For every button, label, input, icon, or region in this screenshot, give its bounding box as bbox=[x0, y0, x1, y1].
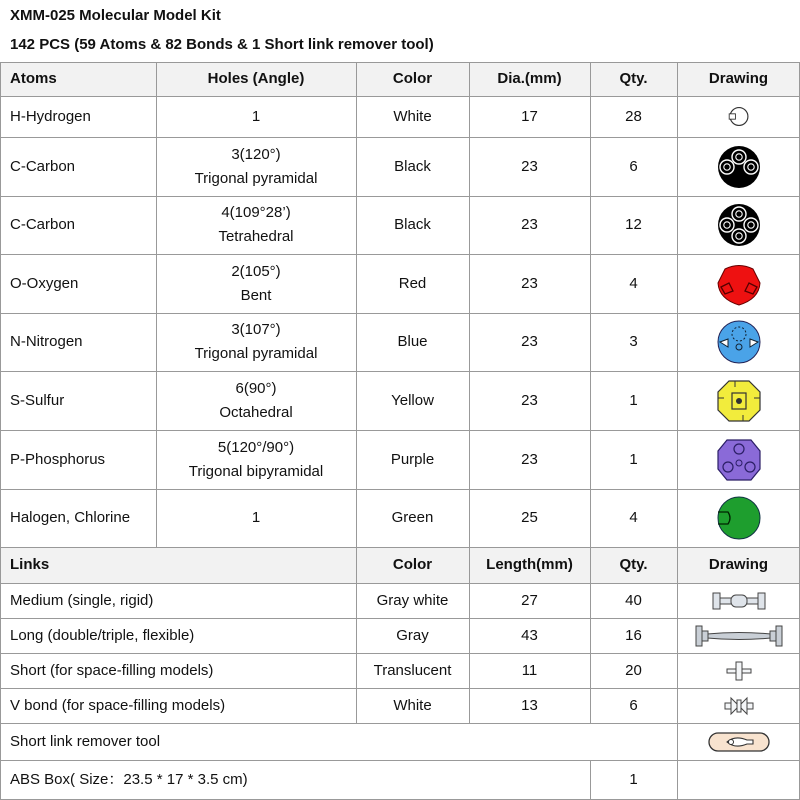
quantity-text: 40 bbox=[625, 591, 642, 609]
row-divider bbox=[0, 688, 800, 689]
quantity-text: 4 bbox=[629, 509, 638, 526]
link-length bbox=[469, 688, 590, 723]
header-label: Links bbox=[10, 556, 50, 573]
atom-diameter bbox=[469, 489, 590, 547]
quantity-text: 6 bbox=[629, 157, 638, 175]
atom-name-text: H-Hydrogen bbox=[10, 107, 91, 125]
quantity-text: 6 bbox=[629, 696, 638, 714]
box-name bbox=[0, 760, 590, 800]
atom-color bbox=[356, 313, 469, 371]
atom-drawing bbox=[677, 254, 800, 313]
atom-name bbox=[0, 313, 156, 371]
color-text: Gray bbox=[396, 626, 429, 644]
color-text: Black bbox=[394, 216, 431, 233]
box-quantity bbox=[590, 760, 677, 800]
atoms-header-atoms bbox=[0, 62, 156, 96]
atom-name bbox=[0, 489, 156, 547]
row-divider bbox=[0, 313, 800, 314]
atom-name-text: O-Oxygen bbox=[10, 274, 79, 292]
atom-name bbox=[0, 196, 156, 254]
column-divider bbox=[590, 547, 591, 723]
atom-name-text: Halogen, Chlorine bbox=[10, 509, 131, 526]
diameter-text: 17 bbox=[521, 107, 538, 125]
link-quantity bbox=[590, 583, 677, 618]
short-link-icon bbox=[691, 657, 787, 685]
header-label: Drawing bbox=[708, 556, 769, 573]
atom-quantity bbox=[590, 430, 677, 489]
color-text: White bbox=[393, 107, 432, 125]
atom-color bbox=[356, 137, 469, 196]
link-length bbox=[469, 653, 590, 688]
holes-angle: 5(120°/90°) bbox=[217, 438, 295, 456]
row-divider bbox=[0, 430, 800, 431]
atoms-header-dia bbox=[469, 62, 590, 96]
link-color bbox=[356, 583, 469, 618]
link-name-text: Short (for space-filling models) bbox=[10, 661, 214, 679]
sulfur-atom-icon bbox=[715, 378, 763, 424]
atom-name bbox=[0, 137, 156, 196]
column-divider bbox=[469, 62, 470, 547]
v-bond-icon bbox=[691, 692, 787, 720]
atom-quantity bbox=[590, 137, 677, 196]
link-length bbox=[469, 583, 590, 618]
atom-name-text: C-Carbon bbox=[10, 157, 76, 175]
column-divider bbox=[469, 547, 470, 723]
page-subtitle: 142 PCS (59 Atoms & 82 Bonds & 1 Short link remover tool) bbox=[10, 36, 434, 53]
column-divider bbox=[590, 760, 591, 800]
tool-drawing bbox=[677, 723, 800, 760]
links-header-qty bbox=[590, 547, 677, 583]
atoms-header-drawing bbox=[677, 62, 800, 96]
row-divider bbox=[0, 196, 800, 197]
link-name bbox=[0, 653, 356, 688]
link-drawing bbox=[677, 653, 800, 688]
color-text: Black bbox=[394, 157, 431, 175]
geometry-label: Trigonal pyramidal bbox=[194, 345, 318, 362]
atom-holes bbox=[156, 96, 356, 137]
diameter-text: 23 bbox=[521, 157, 538, 175]
link-drawing bbox=[677, 688, 800, 723]
hydrogen-atom-icon bbox=[715, 96, 763, 137]
atom-drawing bbox=[677, 196, 800, 254]
link-name bbox=[0, 688, 356, 723]
link-name bbox=[0, 583, 356, 618]
atom-diameter bbox=[469, 313, 590, 371]
quantity-text: 1 bbox=[629, 391, 638, 409]
header-label: Length(mm) bbox=[486, 556, 573, 573]
header-label: Qty. bbox=[619, 556, 648, 573]
holes-angle: 1 bbox=[251, 107, 261, 125]
link-color bbox=[356, 688, 469, 723]
diameter-text: 25 bbox=[521, 509, 538, 526]
header-label: Color bbox=[392, 556, 433, 573]
tool-name bbox=[0, 723, 677, 760]
carbon-trigonal-atom-icon bbox=[715, 144, 763, 190]
column-divider bbox=[677, 723, 678, 760]
quantity-text: 4 bbox=[629, 274, 638, 292]
atom-quantity bbox=[590, 489, 677, 547]
atom-color bbox=[356, 196, 469, 254]
atom-quantity bbox=[590, 96, 677, 137]
column-divider bbox=[356, 62, 357, 547]
atom-holes bbox=[156, 196, 356, 254]
color-text: Gray white bbox=[376, 591, 449, 609]
length-text: 13 bbox=[521, 696, 538, 714]
row-divider bbox=[0, 254, 800, 255]
link-name-text: Medium (single, rigid) bbox=[10, 591, 154, 609]
quantity-text: 12 bbox=[625, 216, 642, 233]
header-label: Atoms bbox=[10, 70, 57, 87]
atom-drawing bbox=[677, 430, 800, 489]
column-divider bbox=[590, 62, 591, 547]
atom-color bbox=[356, 430, 469, 489]
row-divider bbox=[0, 371, 800, 372]
atom-quantity bbox=[590, 196, 677, 254]
row-divider bbox=[0, 653, 800, 654]
medium-link-icon bbox=[691, 587, 787, 615]
diameter-text: 23 bbox=[521, 450, 538, 468]
header-label: Qty. bbox=[619, 70, 648, 87]
atom-drawing bbox=[677, 489, 800, 547]
atom-quantity bbox=[590, 254, 677, 313]
atom-name-text: P-Phosphorus bbox=[10, 450, 106, 468]
quantity-text: 1 bbox=[629, 450, 638, 468]
tool-name-text: Short link remover tool bbox=[10, 732, 161, 750]
row-divider bbox=[0, 62, 800, 63]
header-label: Dia.(mm) bbox=[497, 70, 562, 87]
quantity-text: 1 bbox=[629, 771, 638, 788]
atom-holes bbox=[156, 489, 356, 547]
quantity-text: 20 bbox=[625, 661, 642, 679]
length-text: 11 bbox=[521, 661, 538, 679]
atoms-header-qty bbox=[590, 62, 677, 96]
links-header-links bbox=[0, 547, 356, 583]
atom-quantity bbox=[590, 313, 677, 371]
atom-diameter bbox=[469, 371, 590, 430]
diameter-text: 23 bbox=[521, 274, 538, 292]
atom-name bbox=[0, 430, 156, 489]
oxygen-atom-icon bbox=[715, 261, 763, 307]
quantity-text: 16 bbox=[625, 626, 642, 644]
link-drawing bbox=[677, 583, 800, 618]
row-divider bbox=[0, 723, 800, 724]
box-drawing-empty bbox=[677, 760, 800, 800]
row-divider bbox=[0, 583, 800, 584]
remover-tool-icon bbox=[707, 730, 771, 754]
color-text: White bbox=[393, 696, 432, 714]
atom-diameter bbox=[469, 137, 590, 196]
atoms-header-color bbox=[356, 62, 469, 96]
atom-name-text: S-Sulfur bbox=[10, 391, 65, 409]
link-color bbox=[356, 653, 469, 688]
column-divider bbox=[677, 547, 678, 723]
links-header-color bbox=[356, 547, 469, 583]
atom-diameter bbox=[469, 254, 590, 313]
nitrogen-atom-icon bbox=[715, 319, 763, 365]
row-divider bbox=[0, 760, 800, 761]
atom-drawing bbox=[677, 137, 800, 196]
atom-color bbox=[356, 254, 469, 313]
page-title: XMM-025 Molecular Model Kit bbox=[10, 7, 221, 24]
atom-name-text: C-Carbon bbox=[10, 216, 76, 233]
color-text: Red bbox=[398, 274, 427, 292]
link-drawing bbox=[677, 618, 800, 653]
color-text: Purple bbox=[390, 450, 435, 468]
link-quantity bbox=[590, 653, 677, 688]
atoms-header-holes bbox=[156, 62, 356, 96]
link-name-text: Long (double/triple, flexible) bbox=[10, 626, 195, 644]
column-divider bbox=[0, 62, 1, 800]
atom-diameter bbox=[469, 96, 590, 137]
holes-angle: 3(107°) bbox=[231, 321, 281, 338]
holes-angle: 1 bbox=[251, 509, 261, 526]
atom-name bbox=[0, 371, 156, 430]
color-text: Green bbox=[391, 509, 434, 526]
links-header-drawing bbox=[677, 547, 800, 583]
row-divider bbox=[0, 618, 800, 619]
chlorine-atom-icon bbox=[715, 495, 763, 541]
geometry-label: Bent bbox=[240, 286, 272, 304]
color-text: Translucent bbox=[373, 661, 452, 679]
diameter-text: 23 bbox=[521, 333, 538, 350]
atom-diameter bbox=[469, 196, 590, 254]
atom-drawing bbox=[677, 96, 800, 137]
phosphorus-atom-icon bbox=[715, 437, 763, 483]
box-name-text: ABS Box( Size：23.5 * 17 * 3.5 cm) bbox=[10, 771, 248, 788]
color-text: Blue bbox=[397, 333, 428, 350]
link-length bbox=[469, 618, 590, 653]
holes-angle: 2(105°) bbox=[231, 262, 281, 280]
atom-diameter bbox=[469, 430, 590, 489]
quantity-text: 3 bbox=[629, 333, 638, 350]
geometry-label: Octahedral bbox=[219, 403, 293, 421]
atom-color bbox=[356, 489, 469, 547]
color-text: Yellow bbox=[391, 391, 434, 409]
atom-holes bbox=[156, 430, 356, 489]
long-link-icon bbox=[691, 622, 787, 650]
row-divider bbox=[0, 137, 800, 138]
holes-angle: 4(109°28’) bbox=[221, 204, 291, 221]
atom-name-text: N-Nitrogen bbox=[10, 333, 83, 350]
quantity-text: 28 bbox=[625, 107, 642, 125]
atom-holes bbox=[156, 313, 356, 371]
atom-color bbox=[356, 96, 469, 137]
link-name bbox=[0, 618, 356, 653]
geometry-label: Trigonal bipyramidal bbox=[188, 462, 324, 480]
atom-holes bbox=[156, 137, 356, 196]
atom-quantity bbox=[590, 371, 677, 430]
length-text: 43 bbox=[521, 626, 538, 644]
column-divider bbox=[677, 62, 678, 547]
holes-angle: 3(120°) bbox=[231, 145, 281, 163]
atom-color bbox=[356, 371, 469, 430]
diameter-text: 23 bbox=[521, 391, 538, 409]
link-name-text: V bond (for space-filling models) bbox=[10, 696, 226, 714]
atom-name bbox=[0, 254, 156, 313]
atom-holes bbox=[156, 254, 356, 313]
link-color bbox=[356, 618, 469, 653]
column-divider bbox=[356, 547, 357, 723]
link-quantity bbox=[590, 618, 677, 653]
column-divider bbox=[156, 62, 157, 547]
geometry-label: Tetrahedral bbox=[218, 228, 294, 245]
length-text: 27 bbox=[521, 591, 538, 609]
atom-drawing bbox=[677, 313, 800, 371]
carbon-tetrahedral-atom-icon bbox=[715, 202, 763, 248]
header-label: Color bbox=[392, 70, 433, 87]
atom-name bbox=[0, 96, 156, 137]
link-quantity bbox=[590, 688, 677, 723]
links-header-length bbox=[469, 547, 590, 583]
row-divider bbox=[0, 489, 800, 490]
diameter-text: 23 bbox=[521, 216, 538, 233]
header-label: Drawing bbox=[708, 70, 769, 87]
holes-angle: 6(90°) bbox=[235, 379, 277, 397]
column-divider bbox=[677, 760, 678, 800]
row-divider bbox=[0, 96, 800, 97]
atom-holes bbox=[156, 371, 356, 430]
header-label: Holes (Angle) bbox=[207, 70, 305, 87]
row-divider bbox=[0, 547, 800, 548]
geometry-label: Trigonal pyramidal bbox=[194, 169, 318, 187]
atom-drawing bbox=[677, 371, 800, 430]
